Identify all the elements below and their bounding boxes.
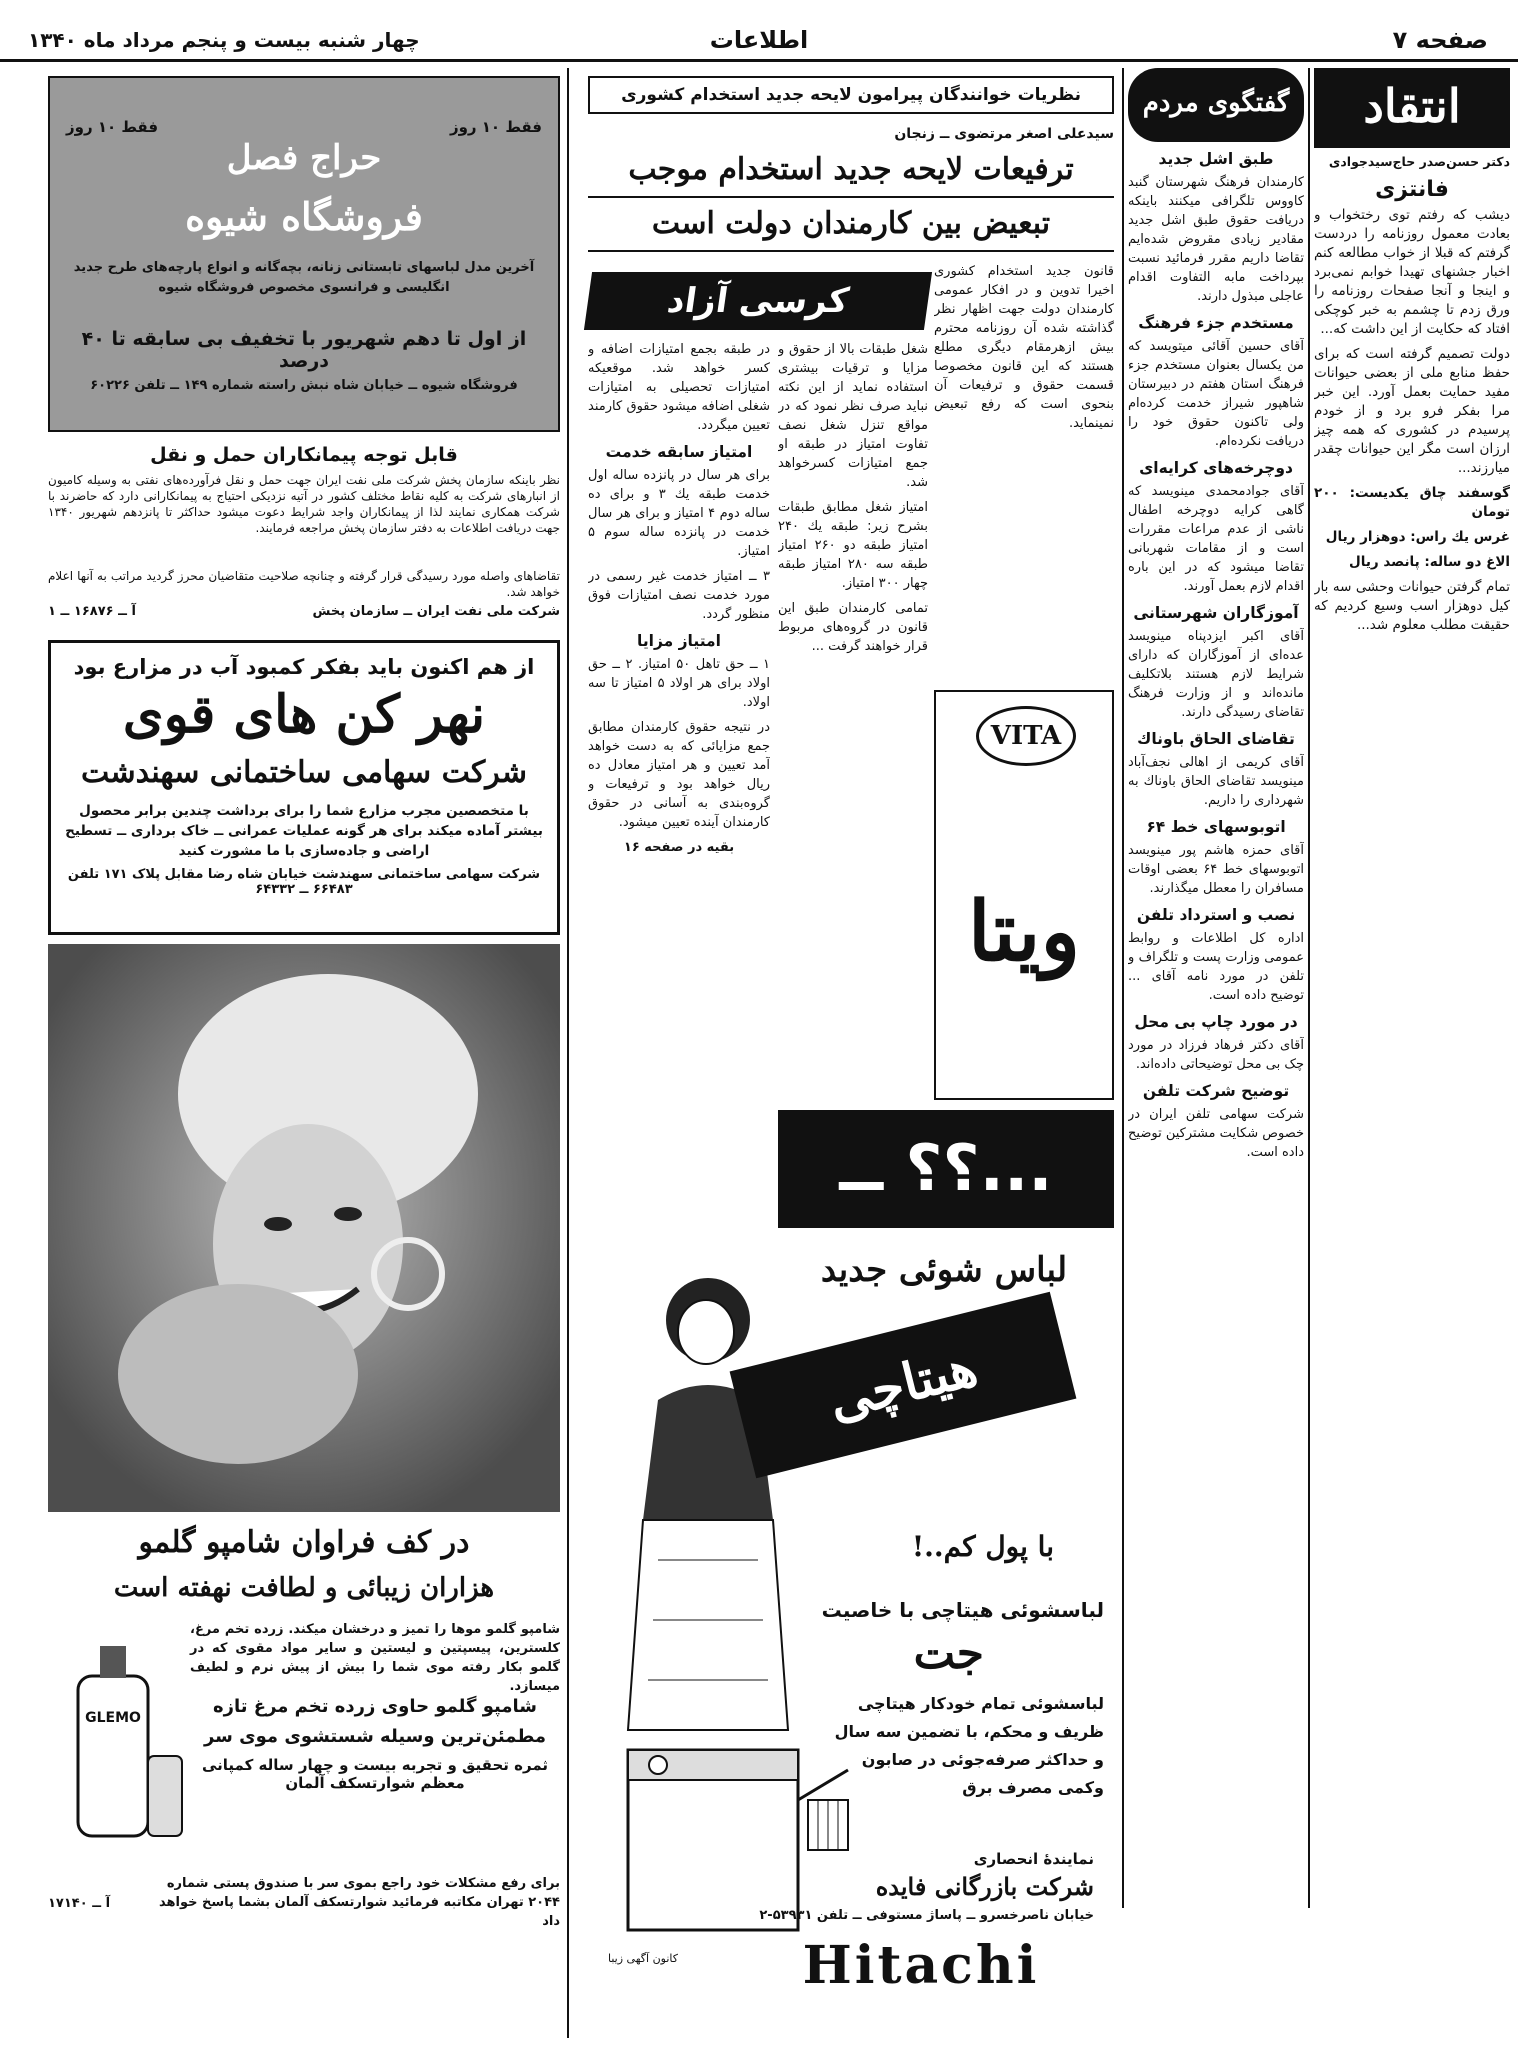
talk-section-title: در مورد چاپ بی محل	[1134, 1013, 1298, 1031]
vita-name: ویتا	[967, 884, 1081, 980]
paragraph: قانون جدید استخدام کشوری اخیرا تدوین و در افکار عمومی کارمندان دولت جهت اظهار نظر گذاشته شده آن روزنامه محترم بیش ازهرمقام دیگری مطلع هستند که این قانون مخصوصا قسمت حقوق و ترفیعات آن بنحوی است که رفع تبعیض نمینماید.	[934, 264, 1114, 431]
paragraph: ۳ ــ امتیاز خدمت غیر رسمی در مورد خدمت نصف امتیازات فوق منظور گردد.	[588, 569, 770, 622]
contractor-notice	[48, 444, 560, 630]
talk-section-text: آقای حمزه هاشم پور مینویسد اتوبوسهای خط ۶۴ بعضی اوقات مسافران را معطل میگذارند.	[1128, 843, 1304, 896]
hitachi-line1: لباس شوئی جدید	[820, 1250, 1068, 1290]
shampoo-body: شامپو گلمو موها را تمیز و درخشان میکند. زرده تخم مرغ، کلسترین، پیسپتین و لیستین و سایر مواد مقوی که در گلمو بکار رفته موی شما را بیش از پیش نرم و لطیف میسازد.	[190, 1622, 560, 1694]
masthead	[0, 22, 1518, 62]
price-line: غرس یك راس: دوهزار ریال	[1325, 529, 1510, 545]
article-byline: سیدعلی اصغر مرتضوی ــ زنجان	[894, 126, 1114, 142]
notice-note: تقاضاهای واصله مورد رسیدگی قرار گرفته و چنانچه صلاحیت متقاضیان محرز گردید مراتب به آنها اعلام خواهد شد.	[48, 569, 560, 599]
sale-tag: فقط ۱۰ روز	[66, 118, 159, 136]
talk-section-text: آقای کریمی از اهالی نجف‌آباد مینویسد تقاضای الحاق باوناك به شهرداری را داریم.	[1128, 755, 1304, 808]
article-subhead: امتیاز سابقه خدمت	[605, 443, 753, 461]
sale-address: فروشگاه شیوه ــ خیابان شاه نبش راسته شماره ۱۴۹ ــ تلفن ۶۰۲۲۶	[90, 378, 518, 393]
shampoo-headline-2: هزاران زیبائی و لطافت نهفته است	[113, 1573, 495, 1603]
shampoo-bottle-illustration	[58, 1616, 188, 1856]
talk-section-text: شرکت سهامی تلفن ایران در خصوص شکایت مشترکین توضیح داده است.	[1128, 1107, 1304, 1160]
talk-body	[1128, 142, 1304, 1882]
talk-section-title: نصب و استرداد تلفن	[1136, 906, 1296, 924]
hitachi-desc-line: لباسشوئی تمام خودکار هیتاچی	[857, 1694, 1104, 1713]
canal-company: شرکت سهامی ساختمانی سهندشت	[80, 755, 527, 790]
column-rule	[1308, 68, 1310, 1908]
talk-section-text: آقای جوادمحمدی مینویسد که گاهی کرایه دوچرخه اطفال ناشی از عدم مراعات مقررات است و از مقامات شهربانی تقاضا میشود که در این باره اقدام لازم بعمل آورند.	[1128, 484, 1304, 594]
paragraph: در نتیجه حقوق کارمندان مطابق جمع مزایائی که به دست خواهد آمد تعیین و هر امتیاز معادل ده ریال خواهد بود و ترفیعات و گروه‌بندی به آسانی در حقوق کارمندان آینده تعیین میشود.	[588, 720, 770, 830]
shampoo-photo	[48, 944, 560, 1512]
talk-section-title: توضیح شرکت تلفن	[1142, 1082, 1290, 1100]
paragraph: تمامی کارمندان طبق این قانون در گروه‌های مربوط قرار خواهند گرفت ...	[778, 601, 928, 654]
talk-section-text: آقای حسین آقائی میتویسد که من یکسال بعنوان مستخدم جزء فرهنگ استان هفتم در دبیرستان شاهپور شیراز خدمت کرده‌ام ولی تاکنون حقوق خود را دریافت نکرده‌ام.	[1128, 339, 1304, 449]
talk-section-text: کارمندان فرهنگ شهرستان گنبد کاووس تلگرافی میکنند باینکه دریافت حقوق طبق اشل جدید مقادیر زیادی مقروض شده‌ایم تقاضا داریم مقرر فرمائید نسبت بپرداخت مابه التفاوت اقدام عاجلی مبذول دارند.	[1128, 175, 1304, 304]
sale-desc: آخرین مدل لباسهای تابستانی زنانه، بچه‌گانه و انواع پارچه‌های طرح جدید انگلیسی و فرانسوی مخصوص فروشگاه شیوه	[73, 260, 535, 295]
hitachi-artist: کانون آگهی زیبا	[608, 1952, 678, 1965]
article-title-2: تبعیض بین کارمندان دولت است	[651, 206, 1051, 241]
vita-badge: VITA	[976, 706, 1076, 766]
hitachi-ad	[588, 1240, 1114, 2010]
article-body-col-a	[588, 340, 770, 1100]
talk-section-title: آموزگاران شهرستانی	[1133, 604, 1299, 622]
hitachi-feature-word: جت	[913, 1628, 984, 1679]
hitachi-desc-line: ظریف و محکم، با تضمین سه سال	[834, 1722, 1104, 1741]
paragraph: دیشب که رفتم توی رختخواب و بعادت معمول روزنامه را دردست گرفتم که قبلا از خواب مطالعه کنم اخبار جشنهای تهیدا خوابم نمی‌برد و اینجا و آنجا صفحات روزنامه را ورق زدم تا چشمم به خبر کوچکی افتاد که حکایت از این داشت که...	[1314, 207, 1510, 337]
shampoo-ad	[48, 1520, 560, 1940]
critique-body	[1314, 206, 1510, 1866]
talk-section-title: مستخدم جزء فرهنگ	[1138, 314, 1294, 332]
talk-logo: گفتگوی مردم	[1128, 68, 1304, 142]
woman-illustration	[598, 1260, 798, 1740]
notice-title: قابل توجه پیمانکاران حمل و نقل	[150, 444, 458, 466]
article-title-1: ترفیعات لایحه جدید استخدام موجب	[628, 152, 1074, 187]
article-lead	[934, 262, 1114, 682]
paragraph: دولت تصمیم گرفته است که برای حفظ منابع ملی از بعضی حیوانات مفید حمایت بعمل آورد. این خبر مرا بفکر فرو برد و از خودم پرسیدم در کشوری که همه چیز ارزان است مگر این حیوانات چقدر میارزند...	[1314, 346, 1510, 476]
talk-section-title: اتوبوسهای خط ۶۴	[1146, 818, 1286, 836]
notice-code: آ ــ ۱۶۸۷۶ ــ ۱	[48, 604, 136, 619]
page-number: صفحه ۷	[1392, 26, 1488, 54]
paragraph: امتیاز شغل مطابق طبقات بشرح زیر: طبقه یك ۲۴۰ امتیاز طبقه دو ۲۶۰ امتیاز طبقه سه ۲۸۰ امتیاز طبقه چهار ۳۰۰ امتیاز.	[778, 500, 928, 591]
continued-note: بقیه در صفحه ۱۶	[623, 840, 735, 855]
column-rule	[567, 68, 569, 2038]
talk-section-text: آقای دکتر فرهاد فرزاد در مورد چک بی محل توضیحاتی داده‌اند.	[1128, 1038, 1304, 1072]
vita-teaser: ...؟؟ ــ	[778, 1110, 1114, 1228]
kursi-azad-banner: کرسی آزاد	[584, 272, 932, 330]
shampoo-footer: برای رفع مشکلات خود راجع بموی سر با صندوق پستی شماره ۲۰۴۴ تهران مکاتبه فرمائید شوارتسکف آلمان بشما پاسخ خواهد داد	[158, 1876, 560, 1929]
sale-title: حراج فصل	[226, 138, 382, 178]
critique-column	[1314, 68, 1510, 1908]
talk-section-title: دوچرخه‌های کرایه‌ای	[1139, 459, 1293, 477]
newspaper-name: اطلاعات	[709, 26, 809, 54]
talk-section-title: طبق اشل جدید	[1158, 150, 1274, 168]
canal-ad	[48, 640, 560, 935]
canal-body: با متخصصین مجرب مزارع شما را برای برداشت چندین برابر محصول بیشتر آماده میکند برای هر گونه عملیات عمرانی ــ خاک برداری ــ تسطیح اراضی و جاده‌سازی با ما مشورت کنید	[65, 803, 543, 859]
shampoo-slogan-1: شامپو گلمو حاوی زرده تخم مرغ تازه	[213, 1696, 537, 1717]
article-body-col-b	[778, 340, 928, 1120]
hitachi-feature-title: لباسشوئی هیتاچی با خاصیت	[821, 1598, 1104, 1622]
paragraph: برای هر سال در پانزده ساله اول خدمت طبقه یك ۳ و برای ده ساله دوم ۴ امتیاز و برای هر سال خدمت در پانزده ساله سوم ۵ امتیاز.	[588, 468, 770, 559]
hitachi-rep-title: نمایندۀ انحصاری	[973, 1850, 1094, 1868]
critique-title: فانتزی	[1375, 177, 1449, 202]
hitachi-desc	[834, 1690, 1104, 1802]
talk-section-text: آقای اکبر ایزدپناه مینویسد عده‌ای از آموزگاران که دارای شرایط لازم هستند بلاتکلیف مانده‌اند و از وزارت فرهنگ تقاضای رسیدگی دارند.	[1128, 629, 1304, 720]
column-rule	[1122, 68, 1124, 1908]
canal-address: شرکت سهامی ساختمانی سهندشت خیابان شاه رضا مقابل پلاک ۱۷۱ تلفن ۶۶۴۸۳ ــ ۶۴۳۳۲	[67, 867, 541, 897]
paragraph: ۱ ــ حق تاهل ۵۰ امتیاز. ۲ ــ حق اولاد برای هر اولاد ۵ امتیاز تا سه اولاد.	[588, 657, 770, 710]
price-line: الاغ دو ساله: پانصد ریال	[1349, 554, 1510, 570]
paragraph: نظر باینکه سازمان پخش شرکت ملی نفت ایران جهت حمل و نقل فرآورده‌های نفتی به وسیله کامیون از انبارهای شرکت به کلیه نقاط مختلف کشور در آتیه نزدیکی احتیاج به پیمانکارانی دارد که حاضرند با شرکت همکاری نمایند لذا از پیمانکاران واجد شرایط دعوت میشود حداکثر تا پانزدهم شهریور ۱۳۴۰ جهت دریافت اطلاعات به دفتر سازمان پخش مراجعه فرمایند.	[48, 473, 560, 535]
shampoo-model-image	[48, 944, 560, 1512]
sale-store: فروشگاه شیوه	[185, 194, 423, 239]
sale-ad	[48, 76, 560, 432]
hitachi-brand: Hitachi	[802, 1935, 1040, 1996]
hitachi-address: خیابان ناصرخسرو ــ پاساژ مستوفی ــ تلفن ۵۳۹۳۱-۲	[759, 1908, 1094, 1923]
shampoo-brand: GLEMO	[85, 1710, 141, 1726]
sale-offer: از اول تا دهم شهریور با تخفیف بی سابقه تا ۴۰ درصد	[81, 328, 527, 372]
hitachi-tagline: با پول کم..!	[911, 1530, 1054, 1563]
hitachi-desc-line: و حداکثر صرفه‌جوئی در صابون	[861, 1750, 1104, 1769]
paragraph: تمام گرفتن حیوانات وحشی سه بار کیل دوهزار اسب وسیع کردیم که حقیقت مطلب معلوم شد...	[1314, 579, 1510, 633]
canal-headline: نهر کن های قوی	[122, 684, 486, 745]
divider	[588, 250, 1114, 252]
talk-section-text: اداره کل اطلاعات و روابط عمومی وزارت پست و تلگراف و تلفن در مورد نامه آقای ... توضیح داده است.	[1128, 931, 1304, 1003]
vita-ad	[934, 690, 1114, 1100]
shampoo-slogan-2: مطمئن‌ترین وسیله شستشوی موی سر	[203, 1726, 547, 1747]
article-subhead: امتیاز مزایا	[637, 632, 721, 650]
article-header: نظریات خوانندگان پیرامون لایحه جدید استخدام کشوری	[621, 85, 1081, 105]
notice-signature: شرکت ملی نفت ایران ــ سازمان پخش	[312, 604, 560, 619]
hitachi-desc-line: وکمی مصرف برق	[962, 1778, 1104, 1797]
hitachi-company: شرکت بازرگانی فایده	[875, 1872, 1094, 1901]
shampoo-code: آ ــ ۱۷۱۴۰	[48, 1896, 111, 1911]
shampoo-slogan-3: ثمره تحقیق و تجربه بیست و چهار ساله کمپانی معظم شوارتسکف آلمان	[201, 1756, 549, 1792]
price-line: گوسفند چاق یکدیست: ۲۰۰ تومان	[1314, 485, 1510, 520]
critique-logo: انتقاد	[1314, 68, 1510, 148]
shampoo-headline-1: در کف فراوان شامپو گلمو	[138, 1525, 470, 1560]
paragraph: شغل طبقات بالا از حقوق و مزایا و ترقیات بیشتری استفاده نماید از این نکته نباید صرف نظر نمود که در مواقع تنزل شغل نصف تفاوت امتیاز در طبقه او جمع امتیازات کسرخواهد شد.	[778, 342, 928, 490]
talk-section-title: تقاضای الحاق باوناك	[1137, 730, 1295, 748]
article-header-box	[588, 76, 1114, 114]
issue-date: چهار شنبه بیست و پنجم مرداد ماه ۱۳۴۰	[28, 28, 420, 52]
critique-author: دکتر حسن‌صدر حاج‌سیدجوادی	[1328, 154, 1510, 169]
notice-body	[48, 472, 560, 568]
canal-line1: از هم اکنون باید بفکر کمبود آب در مزارع بود	[73, 655, 535, 679]
talk-column	[1128, 68, 1304, 1908]
hitachi-name: هیتاچی	[730, 1292, 1077, 1479]
sale-tag: فقط ۱۰ روز	[449, 118, 542, 136]
paragraph: در طبقه بجمع امتیازات اضافه و کسر خواهد شد. موقعیکه امتیازات تحصیلی به امتیازات شغلی اضافه میشود حقوق کارمند تعیین میگردد.	[588, 342, 770, 433]
divider	[588, 196, 1114, 198]
